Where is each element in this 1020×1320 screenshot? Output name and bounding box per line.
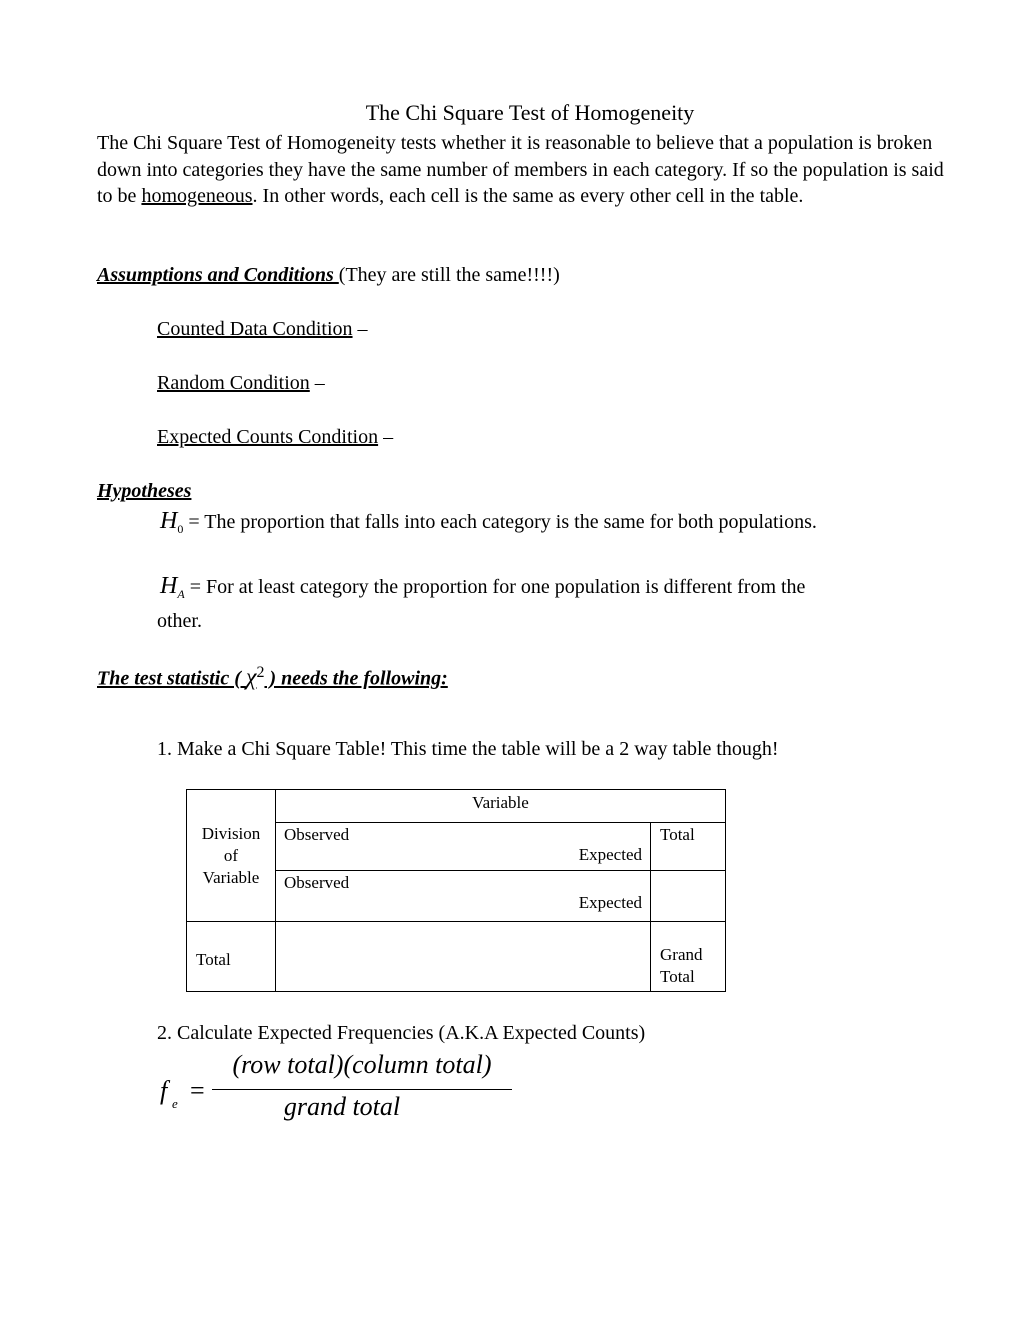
intro-paragraph [97,130,947,210]
term-homogeneous: homogeneous [141,185,253,207]
hypotheses-heading: Hypotheses [97,480,192,502]
assumptions-note: (They are still the same!!!!) [338,264,560,286]
grand-total-label: Grand [660,945,703,964]
expected-label: Expected [578,845,642,864]
chi-symbol: χ [245,664,257,691]
assumptions-heading: Assumptions and Conditions [97,264,339,286]
step-2: 2. Calculate Expected Frequencies (A.K.A Expected Counts) [157,1022,646,1044]
condition-expected-counts [157,426,393,449]
variable-header: Variable [276,790,726,823]
page-title: The Chi Square Test of Homogeneity [365,100,695,125]
chi-square-table [186,789,726,992]
cell-row2 [276,871,651,922]
alt-hypothesis-cont: other. [157,610,202,632]
division-label: Variable [202,867,260,887]
division-label: of [223,845,239,865]
alt-hypothesis [160,573,805,602]
condition-dash: – [309,372,325,394]
h0-text: = The proportion that falls into each category is the same for both populations. [188,511,817,533]
row-total-label: Total [187,922,276,992]
assumptions-heading-line [97,264,560,287]
formula-denominator: grand total [283,1092,401,1121]
null-hypothesis [160,508,817,537]
heading-text: ) needs the following: [264,667,448,690]
expected-label: Expected [578,893,642,912]
h0-symbol: H [160,508,178,534]
chi-superscript: 2 [256,664,265,681]
condition-counted [157,318,368,341]
division-cell [187,790,276,922]
step-1: 1. Make a Chi Square Table! This time the table will be a 2 way table though! [157,738,779,760]
formula-subscript: e [172,1096,178,1111]
condition-dash: – [352,318,368,340]
column-totals [276,922,651,992]
intro-text-end: . In other words, each cell is the same as every other cell in the table. [252,185,804,207]
cell-row1 [276,823,651,871]
heading-text: The test statistic ( [97,667,246,690]
observed-label: Observed [284,825,350,844]
formula-lhs: f [160,1076,168,1105]
fraction-bar [212,1089,512,1090]
condition-random [157,372,325,395]
grand-total [651,922,726,992]
condition-label: Expected Counts Condition [157,426,379,448]
expected-frequency-formula [160,1048,520,1128]
division-label: Division [201,823,261,843]
formula-numerator: (row total)(column total) [232,1050,492,1079]
condition-dash: – [378,426,394,448]
intro-text: The Chi Square Test of Homogeneity tests whether it is reasonable to believe that a population is broken down into categories they have the same number of members in each category. If so the population is said to be [97,132,944,207]
formula-equals: = [190,1076,205,1105]
grand-total-label: Total [660,967,695,986]
condition-label: Counted Data Condition [157,318,353,340]
ha-subscript: A [177,587,185,601]
row2-total [651,871,726,922]
total-header: Total [651,823,726,871]
observed-label: Observed [284,873,350,892]
test-statistic-heading [97,664,448,692]
ha-symbol: H [160,573,178,599]
ha-text: = For at least category the proportion for one population is different from the [189,576,806,598]
h0-subscript: 0 [177,522,184,536]
condition-label: Random Condition [157,372,310,394]
